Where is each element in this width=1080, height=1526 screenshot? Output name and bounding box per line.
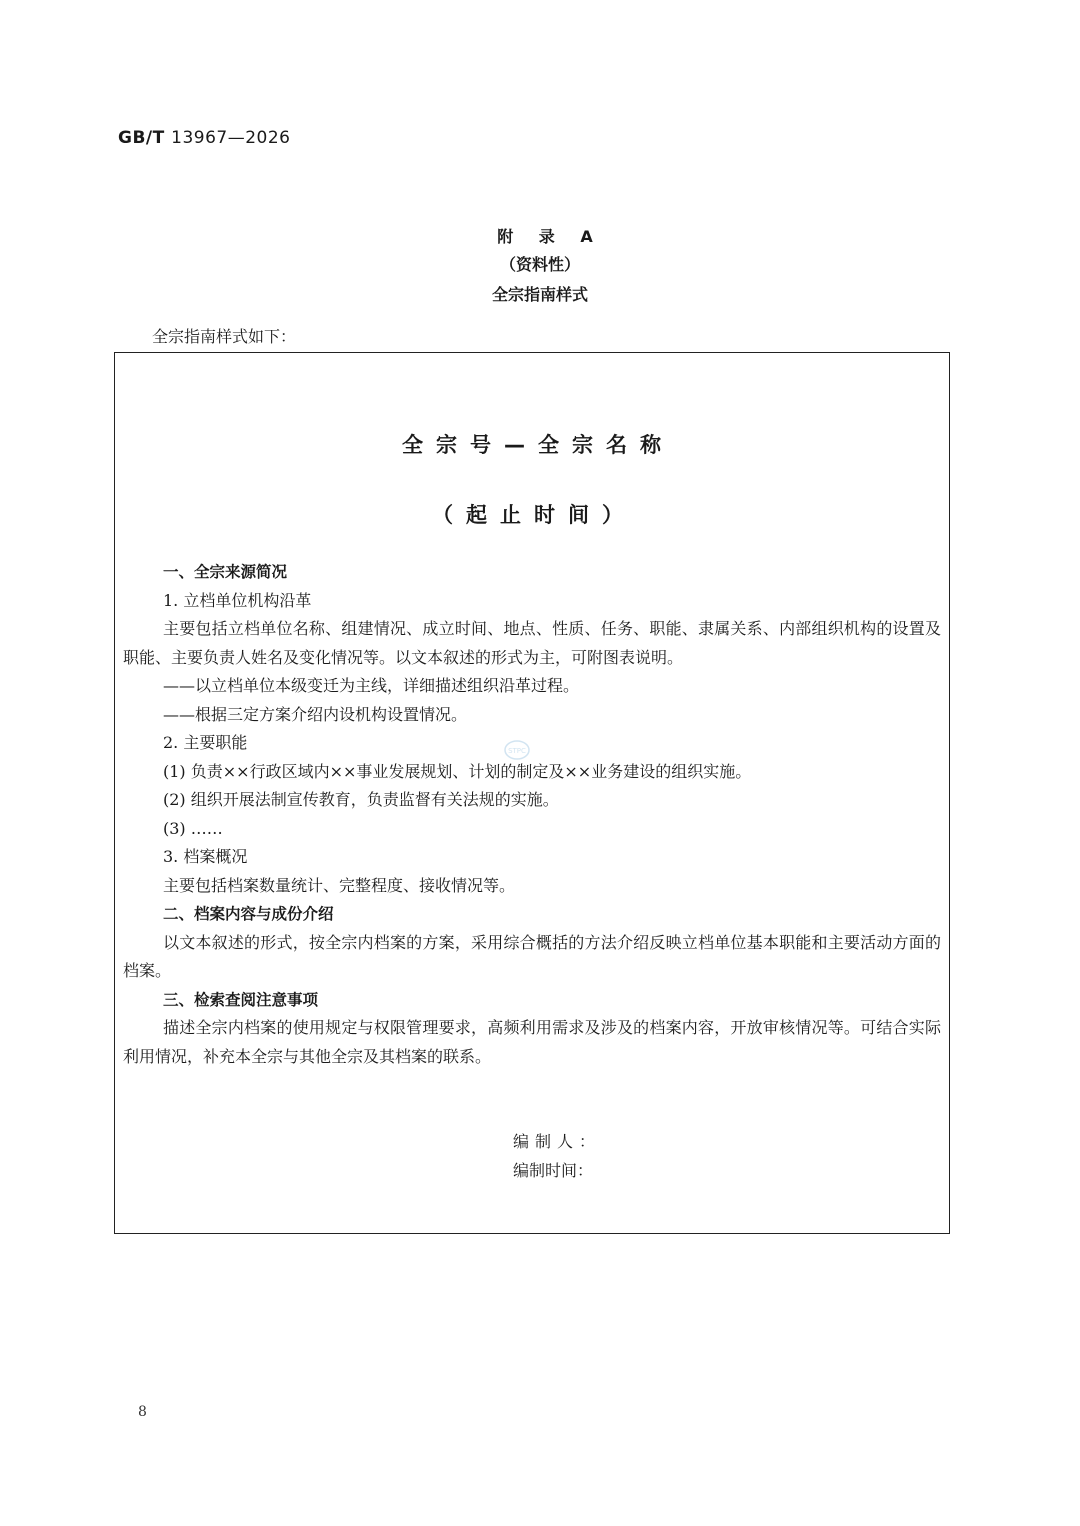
standard-code bbox=[118, 128, 290, 148]
body-paragraph: 主要包括立档单位名称、组建情况、成立时间、地点、性质、任务、职能、隶属关系、内部组织机构的设置及职能、主要负责人姓名及变化情况等。以文本叙述的形式为主，可附图表说明。 bbox=[123, 619, 941, 667]
body-paragraph: (3) …… bbox=[163, 818, 223, 838]
standard-prefix: GB/T bbox=[118, 128, 165, 148]
body-paragraph: ——以立档单位本级变迁为主线，详细描述组织沿革过程。 bbox=[163, 676, 580, 695]
body-paragraph: 描述全宗内档案的使用规定与权限管理要求，高频利用需求及涉及的档案内容，开放审核情况等。可结合实际利用情况，补充本全宗与其他全宗及其档案的联系。 bbox=[123, 1018, 941, 1066]
body-paragraph: 主要包括档案数量统计、完整程度、接收情况等。 bbox=[163, 875, 516, 895]
form-title: 全宗号—全宗名称 bbox=[402, 433, 674, 457]
body-paragraph: (1) 负责××行政区域内××事业发展规划、计划的制定及××业务建设的组织实施。 bbox=[163, 761, 752, 781]
annex-title: 附 录 A bbox=[497, 227, 603, 246]
body-paragraph: 3. 档案概况 bbox=[163, 847, 248, 866]
annex-name: 全宗指南样式 bbox=[491, 285, 588, 304]
body-paragraph: 1. 立档单位机构沿革 bbox=[163, 590, 312, 610]
section-heading: 二、档案内容与成份介绍 bbox=[163, 905, 334, 923]
body-paragraph: 2. 主要职能 bbox=[163, 733, 248, 752]
intro-text: 全宗指南样式如下： bbox=[152, 327, 297, 346]
body-paragraph: 以文本叙述的形式，按全宗内档案的方案，采用综合概括的方法介绍反映立档单位基本职能和主要活动方面的档案。 bbox=[123, 932, 941, 980]
standard-number: 13967—2026 bbox=[171, 128, 291, 148]
watermark-logo bbox=[504, 740, 530, 760]
form-template-box bbox=[114, 352, 950, 1234]
body-paragraph: ——根据三定方案介绍内设机构设置情况。 bbox=[163, 704, 468, 724]
watermark-text: STPC bbox=[508, 747, 526, 755]
section-heading: 一、全宗来源简况 bbox=[163, 563, 288, 581]
body-paragraph: (2) 组织开展法制宣传教育，负责监督有关法规的实施。 bbox=[163, 790, 559, 809]
compile-time-label: 编制时间： bbox=[513, 1161, 594, 1180]
annex-type: （资料性） bbox=[499, 255, 580, 274]
form-subtitle: （起止时间） bbox=[432, 503, 636, 527]
section-heading: 三、检索查阅注意事项 bbox=[163, 990, 319, 1009]
compiler-label: 编制人： bbox=[513, 1132, 602, 1151]
page-number: 8 bbox=[138, 1404, 147, 1420]
form-body bbox=[123, 558, 941, 1071]
